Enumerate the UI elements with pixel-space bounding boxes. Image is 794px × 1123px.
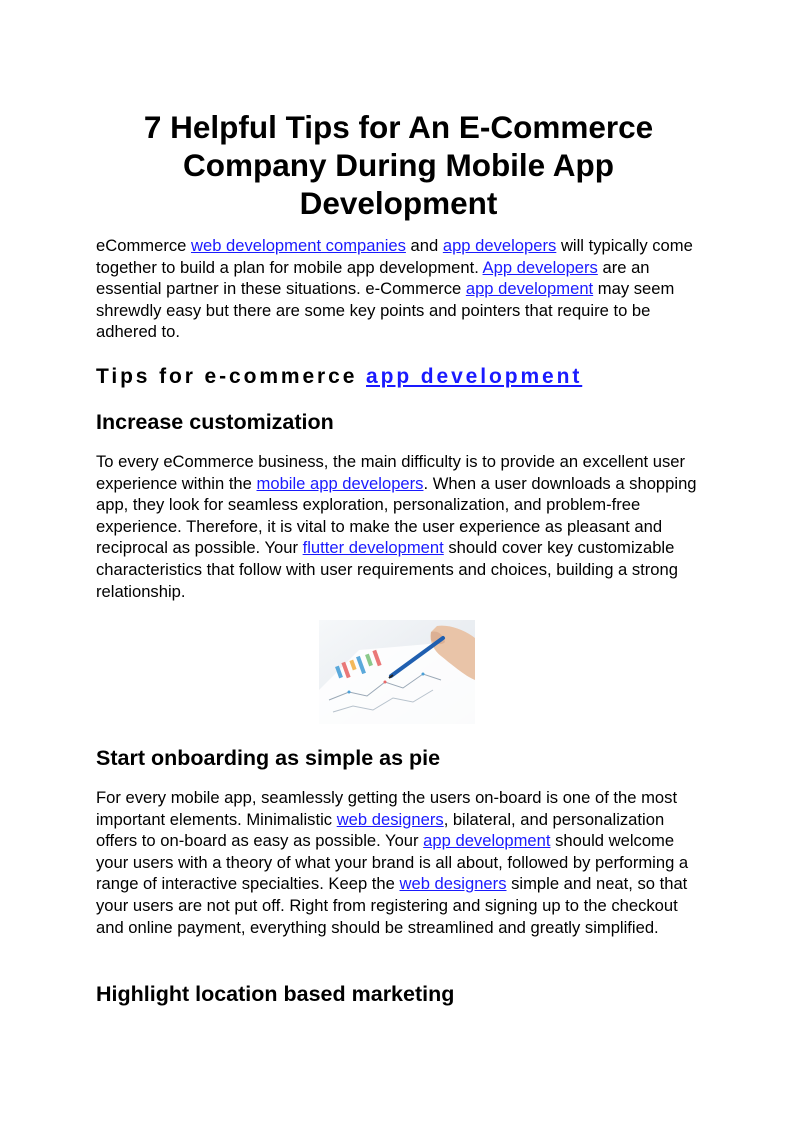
onboarding-paragraph: For every mobile app, seamlessly getting the users on-board is one of the most important elements. Minimalistic web designers, bilateral, and personalization offers to on-board as easy as possible. Your app development should welcome your users with a theory of what your brand is all about, followed by performing a range of interactive specialties. Keep the web designers simple and neat, so that your users are not put off. Right from registering and signing up to the checkout and online payment, everything should be streamlined and greatly simplified.: [96, 788, 689, 937]
app-development-link[interactable]: app development: [465, 279, 594, 299]
section-heading-onboarding: Start onboarding as simple as pie: [96, 746, 441, 770]
customization-paragraph: To every eCommerce business, the main difficulty is to provide an excellent user experience within the mobile app developers. When a user downloads a shopping app, they look for seamless exploration, personalization, and problem-free experience. Therefore, it is vital to make the user experience as pleasant and reciprocal as possible. Your flutter development should cover key customizable characteristics that follow with user requirements and choices, building a strong relationship.: [96, 452, 697, 601]
app-development-link-2[interactable]: app development: [423, 831, 551, 851]
app-development-heading-link[interactable]: app development: [366, 365, 583, 388]
web-designers-link[interactable]: web designers: [336, 809, 444, 829]
section-heading-location-marketing: Highlight location based marketing: [96, 982, 455, 1006]
flutter-development-link[interactable]: flutter development: [302, 538, 444, 558]
app-developers-link[interactable]: app developers: [442, 236, 557, 255]
hand-pen-chart-icon: [319, 620, 475, 724]
section-heading-customization: Increase customization: [96, 410, 334, 434]
app-developers-link-2[interactable]: App developers: [482, 257, 598, 277]
intro-paragraph: eCommerce web development companies and app developers will typically come together to build a plan for mobile app development. App developers are an essential partner in these situations. e-Commerce app development may seem shrewdly easy but there are some key points and pointers that require to be adhered to.: [96, 236, 693, 342]
tips-heading: Tips for e-commerce app development: [96, 365, 583, 388]
web-designers-link-2[interactable]: web designers: [399, 874, 507, 894]
mobile-app-developers-link[interactable]: mobile app developers: [256, 473, 424, 493]
page-title: 7 Helpful Tips for An E-Commerce Company During Mobile App Development: [143, 109, 654, 221]
web-development-companies-link[interactable]: web development companies: [190, 236, 406, 255]
figure-image: [319, 620, 475, 724]
